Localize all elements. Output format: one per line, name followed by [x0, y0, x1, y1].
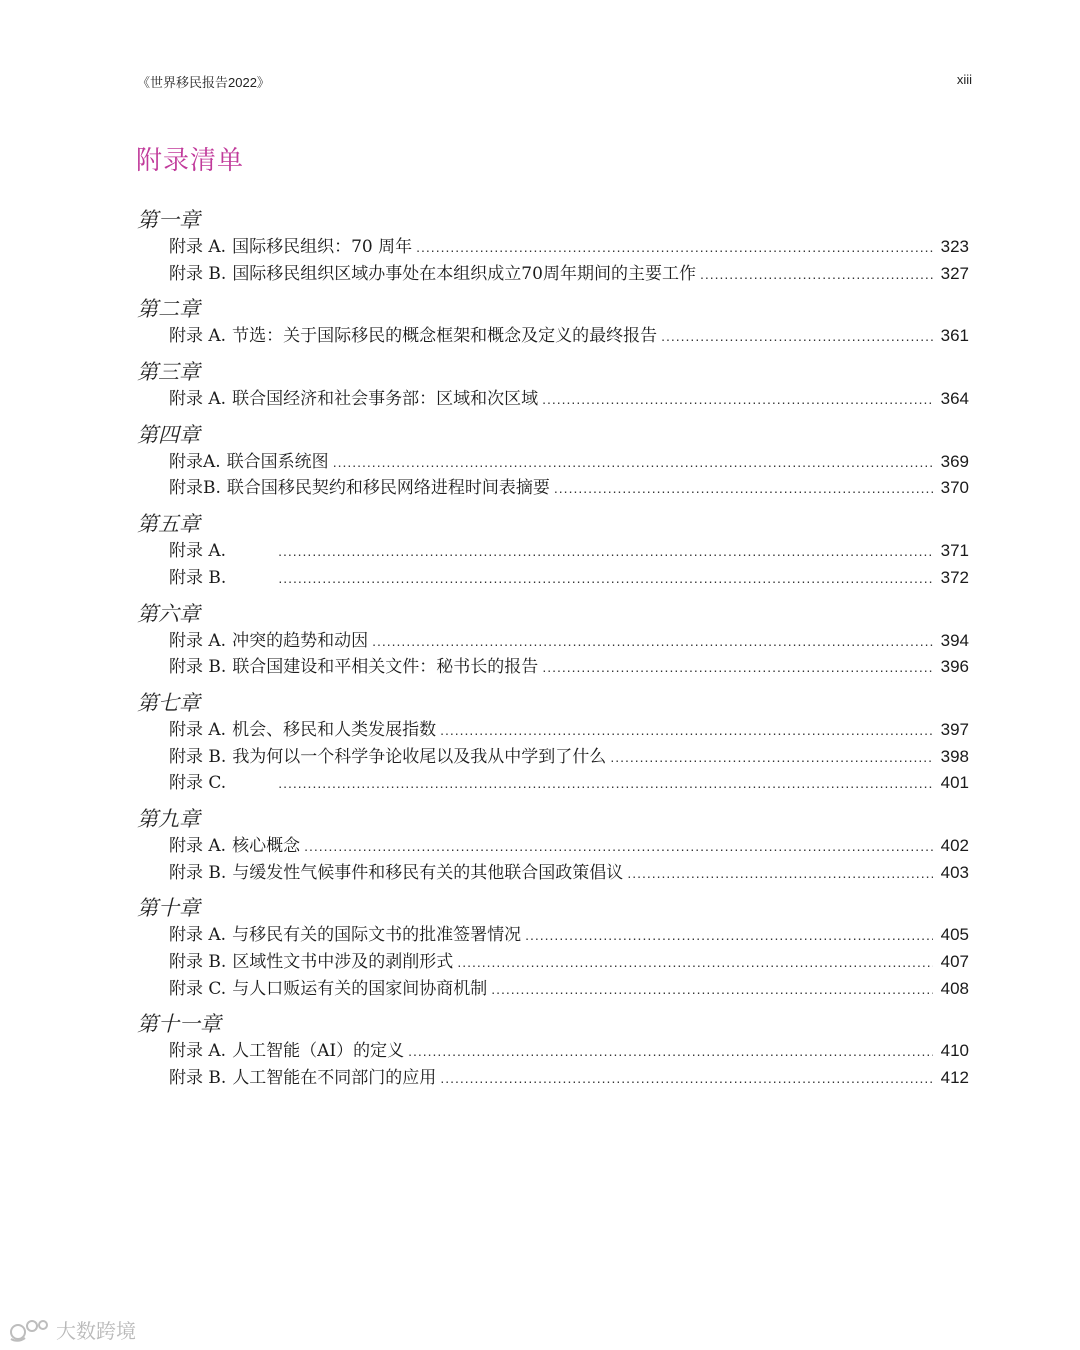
appendix-label: 附录 B.	[169, 862, 227, 883]
appendix-entry[interactable]	[137, 628, 969, 655]
chapter-section	[137, 206, 969, 287]
appendix-page-number: 403	[940, 862, 969, 882]
appendix-entry[interactable]	[137, 949, 969, 976]
appendix-page-number: 401	[940, 773, 969, 793]
chapter-title: 第三章	[137, 360, 200, 385]
appendix-title: 冲突的趋势和动因	[232, 630, 369, 651]
dot-leader	[416, 234, 933, 261]
appendix-entry[interactable]	[137, 744, 969, 771]
dot-leader	[333, 449, 933, 476]
appendix-list	[137, 206, 969, 1100]
dot-leader	[278, 565, 933, 592]
chapter-title: 第十一章	[137, 1012, 221, 1037]
appendix-entry[interactable]	[137, 860, 969, 887]
chapter-title: 第九章	[137, 806, 200, 831]
appendix-page-number: 410	[940, 1041, 969, 1061]
chapter-title: 第四章	[137, 422, 200, 447]
chapter-section	[137, 805, 969, 886]
appendix-label: 附录 B.	[169, 657, 227, 678]
dot-leader	[408, 1038, 933, 1065]
dot-leader	[542, 654, 933, 681]
dot-leader	[525, 922, 933, 949]
chapter-section	[137, 295, 969, 350]
appendix-entry[interactable]	[137, 475, 969, 502]
appendix-title: 联合国建设和平相关文件：秘书长的报告	[232, 657, 539, 678]
appendix-title: 机会、移民和人类发展指数	[232, 719, 437, 740]
chapter-section	[137, 894, 969, 1002]
appendix-page-number: 407	[940, 952, 969, 971]
appendix-page-number: 361	[940, 326, 969, 346]
appendix-label: 附录 A.	[169, 630, 227, 651]
chapter-title: 第七章	[137, 690, 200, 715]
dot-leader	[372, 628, 933, 655]
appendix-page-number: 397	[940, 719, 969, 739]
page-number: xiii	[956, 72, 972, 87]
appendix-entry[interactable]	[137, 538, 969, 565]
appendix-title: 国际移民组织：70 周年	[232, 237, 413, 257]
appendix-label: 附录 A.	[169, 541, 227, 562]
appendix-title: 国际移民组织区域办事处在本组织成立70周年期间的主要工作	[232, 263, 696, 284]
appendix-label: 附录 A.	[169, 835, 227, 856]
dot-leader	[491, 976, 933, 1003]
appendix-entry[interactable]	[137, 1065, 969, 1092]
appendix-label: 附录 C.	[169, 773, 227, 794]
appendix-entry[interactable]	[137, 717, 969, 744]
chapter-section	[137, 510, 969, 591]
dot-leader	[278, 538, 933, 565]
appendix-page-number: 412	[940, 1068, 969, 1088]
appendix-title: 联合国移民契约和移民网络进程时间表摘要	[226, 478, 550, 499]
appendix-entry[interactable]	[137, 922, 969, 949]
dot-leader	[440, 1065, 933, 1092]
appendix-entry[interactable]	[137, 234, 969, 261]
appendix-page-number: 402	[940, 835, 969, 855]
chapter-section	[137, 421, 969, 502]
appendix-title: 人工智能（AI）的定义	[232, 1041, 405, 1062]
chapter-title: 第五章	[137, 512, 200, 537]
appendix-page-number: 364	[940, 389, 969, 409]
dot-leader	[457, 949, 933, 976]
dot-leader	[542, 386, 933, 413]
appendix-page-number: 327	[940, 263, 969, 283]
appendix-label: 附录 A.	[169, 1041, 227, 1062]
appendix-entry[interactable]	[137, 261, 969, 288]
appendix-page-number: 405	[940, 925, 969, 945]
appendix-label: 附录 A.	[169, 389, 227, 410]
chapter-section	[137, 600, 969, 681]
chapter-title: 第一章	[137, 208, 200, 232]
appendix-page-number: 372	[940, 567, 969, 587]
chapter-section	[137, 1010, 969, 1091]
appendix-page-number: 371	[940, 541, 969, 561]
dot-leader	[627, 860, 933, 887]
appendix-entry[interactable]	[137, 1038, 969, 1065]
watermark-text: 大数跨境	[56, 1319, 136, 1343]
appendix-label: 附录 A.	[169, 719, 227, 740]
chapter-section	[137, 689, 969, 797]
appendix-title: 我为何以一个科学争论收尾以及我从中学到了什么	[232, 746, 607, 767]
appendix-title: 与人口贩运有关的国家间协商机制	[232, 978, 488, 999]
appendix-page-number: 396	[940, 657, 969, 677]
appendix-label: 附录 B.	[169, 746, 227, 767]
appendix-page-number: 394	[940, 630, 969, 650]
appendix-page-number: 369	[940, 451, 969, 471]
dot-leader	[700, 261, 933, 288]
appendix-label: 附录 C.	[169, 978, 227, 999]
appendix-label: 附录 B.	[169, 567, 227, 588]
appendix-title: 节选：关于国际移民的概念框架和概念及定义的最终报告	[232, 326, 658, 347]
dot-leader	[304, 833, 933, 860]
appendix-entry[interactable]	[137, 386, 969, 413]
appendix-label: 附录 A.	[169, 237, 227, 257]
document-title: 《世界移民报告2022》	[137, 75, 270, 90]
appendix-title: 联合国系统图	[226, 451, 329, 472]
appendix-title: 人工智能在不同部门的应用	[232, 1068, 437, 1089]
appendix-label: 附录A.	[169, 451, 221, 472]
appendix-entry[interactable]	[137, 565, 969, 592]
appendix-label: 附录 B.	[169, 1068, 227, 1089]
appendix-page-number: 323	[940, 237, 969, 256]
appendix-title: 核心概念	[232, 835, 301, 856]
appendix-label: 附录 A.	[169, 925, 227, 946]
appendix-page-number: 370	[940, 478, 969, 498]
dot-leader	[661, 323, 933, 350]
appendix-entry[interactable]	[137, 323, 969, 350]
dot-leader	[610, 744, 933, 771]
chapter-section	[137, 358, 969, 413]
appendix-title: 联合国经济和社会事务部：区域和次区域	[232, 389, 539, 410]
appendix-page-number: 398	[940, 746, 969, 766]
appendix-entry[interactable]	[137, 833, 969, 860]
appendix-label: 附录 B.	[169, 263, 227, 284]
watermark	[8, 1315, 136, 1344]
appendix-label: 附录 B.	[169, 952, 227, 972]
chapter-title: 第十章	[137, 896, 200, 921]
dot-leader	[554, 475, 933, 502]
appendix-entry[interactable]	[137, 770, 969, 797]
watermark-logo-icon	[8, 1317, 52, 1343]
appendix-entry[interactable]	[137, 976, 969, 1003]
dot-leader	[440, 717, 933, 744]
appendix-entry[interactable]	[137, 449, 969, 476]
chapter-title: 第二章	[137, 297, 200, 322]
appendix-title: 区域性文书中涉及的剥削形式	[232, 952, 454, 972]
appendix-title: 与移民有关的国际文书的批准签署情况	[232, 925, 522, 946]
appendix-label: 附录 A.	[169, 326, 227, 347]
appendix-label: 附录B.	[169, 478, 221, 499]
appendix-page-number: 408	[940, 978, 969, 998]
page-title: 附录清单	[136, 146, 245, 176]
appendix-entry[interactable]	[137, 654, 969, 681]
appendix-title: 与缓发性气候事件和移民有关的其他联合国政策倡议	[232, 862, 624, 883]
dot-leader	[278, 770, 933, 797]
chapter-title: 第六章	[137, 601, 200, 626]
